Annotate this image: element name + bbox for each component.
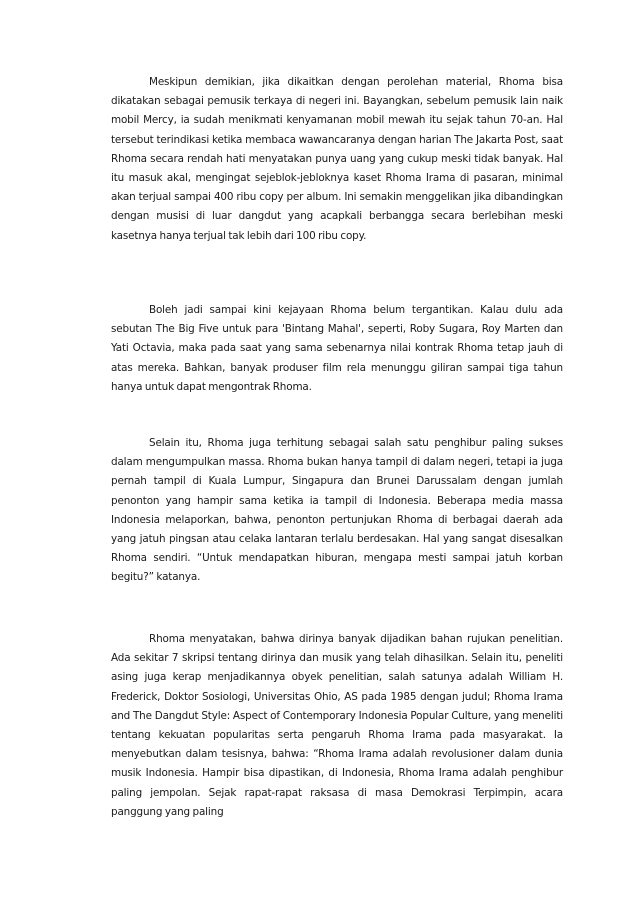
paragraph: Selain itu, Rhoma juga terhitung sebagai salah satu penghibur paling sukses dalam mengumpulkan massa. Rhoma bukan hanya tampil di dalam negeri, tetapi ia juga pernah tampil di Kuala Lumpur, Singapura dan Brunei Darussalam dengan jumlah penonton yang hampir sama ketika ia tampil di Indonesia. Beberapa media massa Indonesia melaporkan, bahwa, penonton pertunjukan Rhoma di berbagai daerah ada yang jatuh pingsan atau celaka lantaran terlalu berdesakan. Hal yang sangat disesalkan Rhoma sendiri. “Untuk mendapatkan hiburan, mengapa mesti sampai jatuh korban begitu?” katanya.: [111, 437, 563, 584]
paragraph: Rhoma menyatakan, bahwa dirinya banyak dijadikan bahan rujukan penelitian. Ada sekitar 7 skripsi tentang dirinya dan musik yang telah dihasilkan. Selain itu, peneliti asing juga kerap menjadikannya obyek penelitian, salah satunya adalah William H. Frederick, Doktor Sosiologi, Universitas Ohio, AS pada 1985 dengan judul; Rhoma Irama and The Dangdut Style: Aspect of Contemporary Indonesia Popular Culture, yang meneliti tentang kekuatan popularitas serta pengaruh Rhoma Irama pada masyarakat. Ia menyebutkan dalam tesisnya, bahwa: “Rhoma Irama adalah revolusioner dalam dunia musik Indonesia. Hampir bisa dipastikan, di Indonesia, Rhoma Irama adalah penghibur paling jempolan. Sejak rapat-rapat raksasa di masa Demokrasi Terpimpin, acara panggung yang paling: [111, 633, 563, 818]
paragraph: Boleh jadi sampai kini kejayaan Rhoma belum tergantikan. Kalau dulu ada sebutan The Big Five untuk para 'Bintang Mahal', seperti, Roby Sugara, Roy Marten dan Yati Octavia, maka pada saat yang sama sebenarnya nilai kontrak Rhoma tetap jauh di atas mereka. Bahkan, banyak produser film rela menunggu giliran sampai tiga tahun hanya untuk dapat mengontrak Rhoma.: [111, 304, 563, 393]
paragraph: Meskipun demikian, jika dikaitkan dengan perolehan material, Rhoma bisa dikatakan sebagai pemusik terkaya di negeri ini. Bayangkan, sebelum pemusik lain naik mobil Mercy, ia sudah menikmati kenyamanan mobil mewah itu sejak tahun 70-an. Hal tersebut terindikasi ketika membaca wawancaranya dengan harian The Jakarta Post, saat Rhoma secara rendah hati menyatakan punya uang yang cukup meski tidak banyak. Hal itu masuk akal, mengingat sejeblok-jebloknya kaset Rhoma Irama di pasaran, minimal akan terjual sampai 400 ribu copy per album. Ini semakin menggelikan jika dibandingkan dengan musisi di luar dangdut yang acapkali berbangga secara berlebihan meski kasetnya hanya terjual tak lebih dari 100 ribu copy.: [111, 76, 563, 242]
